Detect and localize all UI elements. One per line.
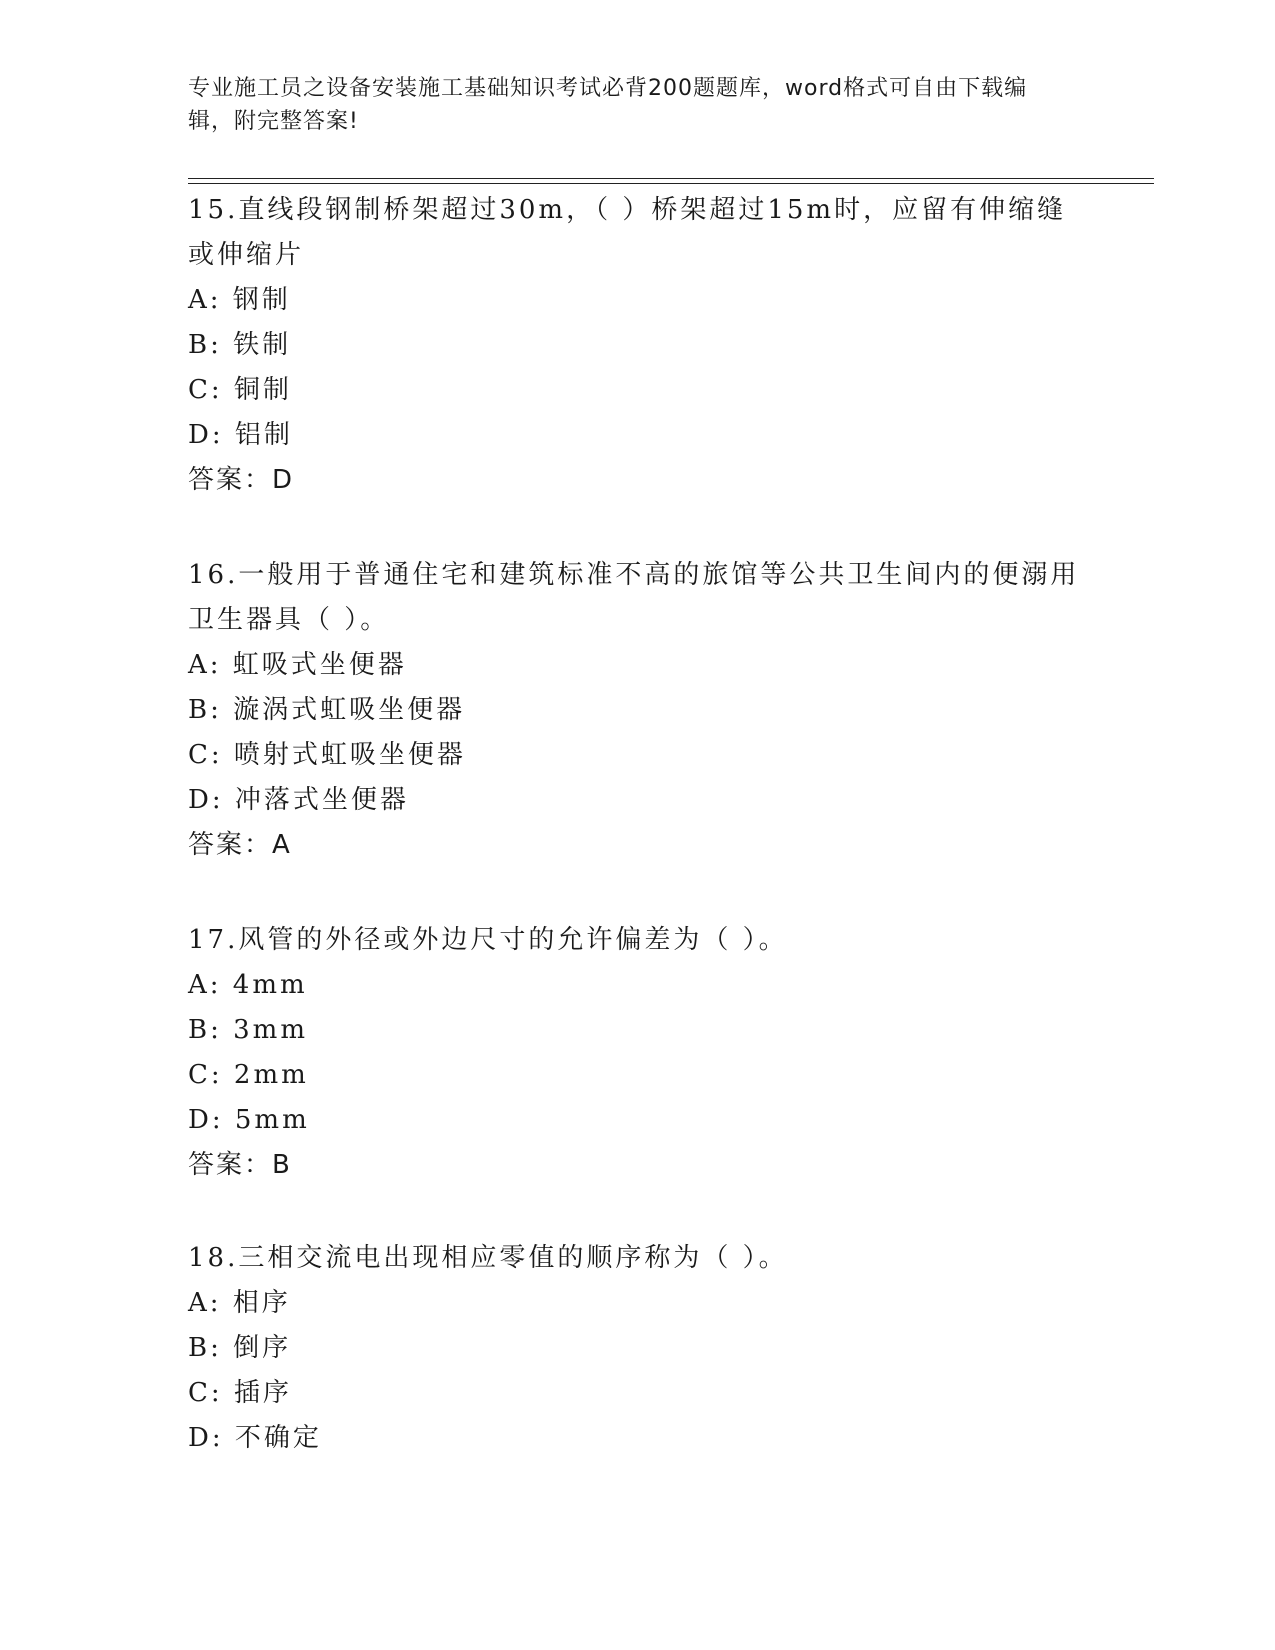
question-stem: 18.三相交流电出现相应零值的顺序称为（ ）。 <box>188 1243 788 1273</box>
header-divider-top <box>188 178 1154 179</box>
document-header: 专业施工员之设备安装施工基础知识考试必背200题题库，word格式可自由下载编辑，附完整答案! <box>188 76 1028 134</box>
option-a: A: 虹吸式坐便器 <box>188 650 407 680</box>
answer: 答案：B <box>188 1150 292 1180</box>
question-stem: 16.一般用于普通住宅和建筑标准不高的旅馆等公共卫生间内的便溺用卫生器具（ ）。 <box>188 560 1080 635</box>
option-b: B: 漩涡式虹吸坐便器 <box>188 695 466 725</box>
header-divider-bottom <box>188 183 1154 184</box>
option-b: B: 倒序 <box>188 1333 292 1363</box>
answer: 答案：A <box>188 830 292 860</box>
question-18 <box>188 1236 1088 1461</box>
option-c: C: 2mm <box>188 1060 309 1090</box>
option-d: D: 不确定 <box>188 1423 322 1453</box>
option-a: A: 相序 <box>188 1288 291 1318</box>
option-d: D: 冲落式坐便器 <box>188 785 409 815</box>
option-a: A: 钢制 <box>188 285 291 315</box>
option-d: D: 5mm <box>188 1105 310 1135</box>
answer: 答案：D <box>188 465 295 495</box>
question-16 <box>188 553 1088 868</box>
question-15 <box>188 188 1088 503</box>
question-17 <box>188 918 1088 1188</box>
option-c: C: 插序 <box>188 1378 292 1408</box>
option-c: C: 喷射式虹吸坐便器 <box>188 740 466 770</box>
option-b: B: 3mm <box>188 1015 308 1045</box>
option-d: D: 铝制 <box>188 420 293 450</box>
question-stem: 17.风管的外径或外边尺寸的允许偏差为（ ）。 <box>188 925 788 955</box>
option-a: A: 4mm <box>188 970 308 1000</box>
option-b: B: 铁制 <box>188 330 292 360</box>
option-c: C: 铜制 <box>188 375 292 405</box>
question-stem: 15.直线段钢制桥架超过30m，（ ）桥架超过15m时，应留有伸缩缝或伸缩片 <box>188 195 1067 270</box>
